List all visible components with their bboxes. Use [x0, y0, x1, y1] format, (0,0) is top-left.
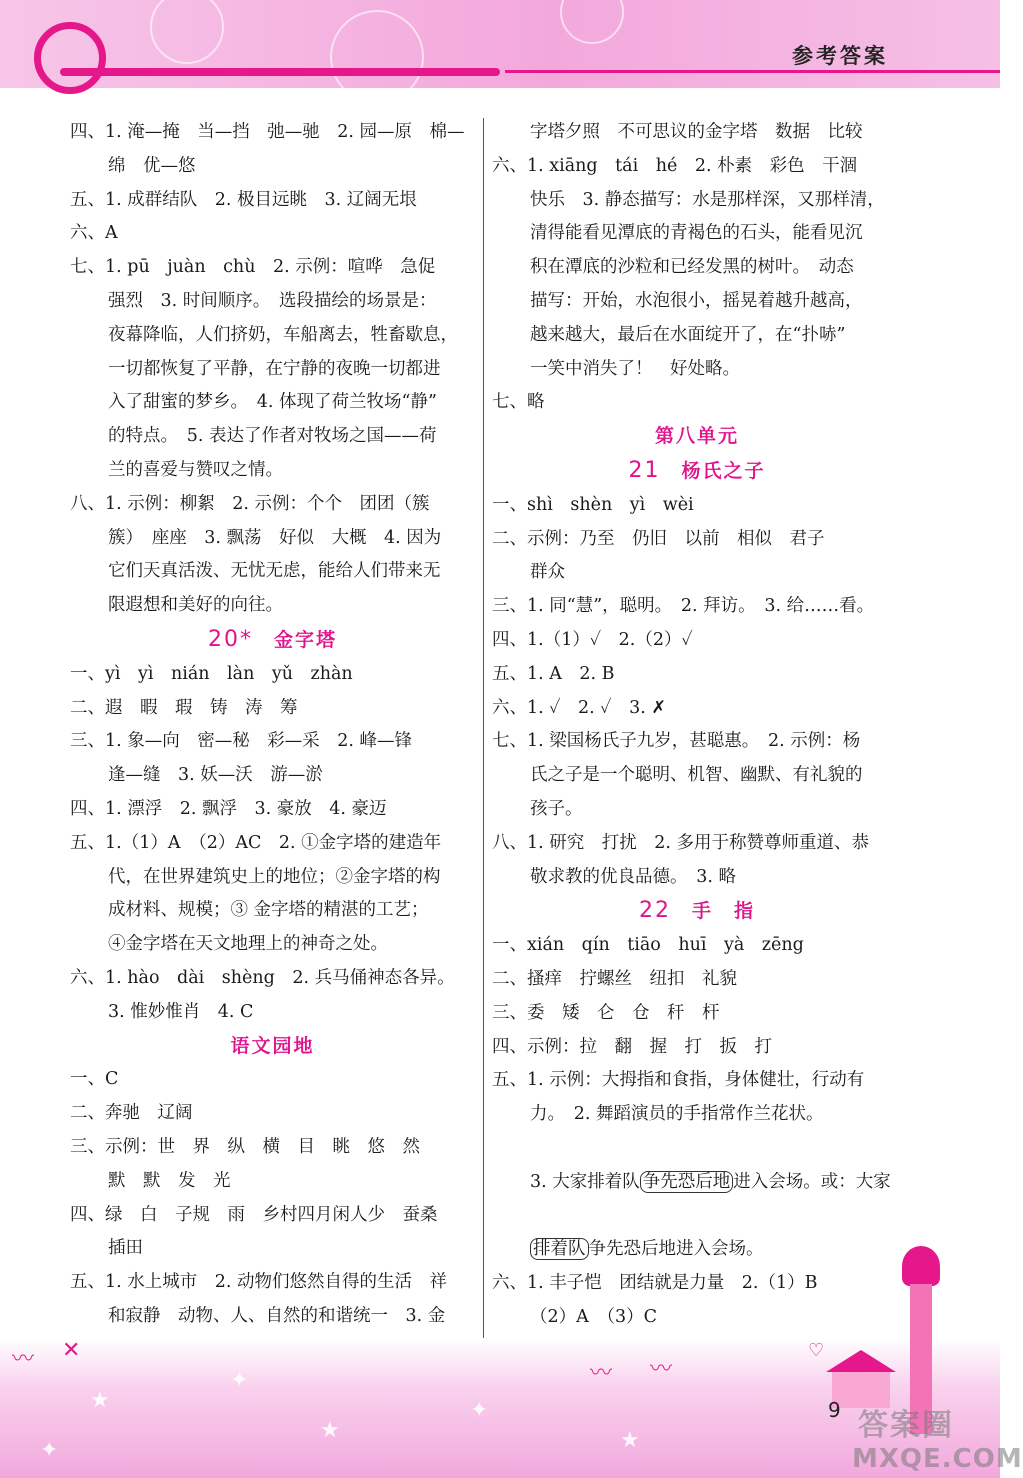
star-icon: ★ — [320, 1418, 340, 1443]
house-roof — [826, 1350, 896, 1372]
answer-line: 它们天真活泼、无忧无虑，能给人们带来无 — [108, 561, 441, 582]
answer-line: 一笑中消失了！ 好处略。 — [530, 358, 740, 379]
watermark-line1: 答案圈 — [858, 1408, 954, 1443]
answer-line: 五、1. 示例：大拇指和食指，身体健壮，行动有 — [492, 1070, 865, 1091]
answer-line: 氏之子是一个聪明、机智、幽默、有礼貌的 — [530, 765, 863, 786]
answer-line: 清得能看见潭底的青褐色的石头，能看见沉 — [530, 223, 863, 244]
answer-line: 簇） 座座 3. 飘荡 好似 大概 4. 因为 — [108, 527, 442, 548]
answer-line: 积在潭底的沙粒和已经发黑的树叶。 动态 — [530, 257, 854, 278]
section-heading — [492, 894, 902, 929]
answer-line: 快乐 3. 静态描写：水是那样深，又那样清， — [530, 189, 885, 210]
answer-line: 四、示例：拉 翻 握 打 扳 打 — [492, 1036, 772, 1057]
answer-line: 强烈 3. 时间顺序。 选段描绘的场景是： — [108, 290, 437, 311]
spacer — [492, 1132, 902, 1166]
marked-phrase: 争先恐后地 — [640, 1171, 734, 1193]
answer-line: 敬求教的优良品德。 3. 略 — [530, 866, 737, 887]
section-heading — [492, 454, 902, 489]
answer-line: 五、1.（1）A （2）AC 2. ①金字塔的建造年 — [70, 832, 442, 853]
answer-line: 字塔夕照 不可思议的金字塔 数据 比较 — [530, 122, 863, 142]
heart-icon: ♡ — [808, 1340, 825, 1361]
section-title: 语文园地 — [230, 1034, 315, 1057]
answer-line: 八、1. 研究 打扰 2. 多用于称赞尊师重道、恭 — [492, 832, 870, 853]
page-header — [0, 0, 1000, 88]
star-icon: ✦ — [470, 1398, 489, 1423]
answer-line: 插田 — [108, 1238, 143, 1259]
answer-line — [492, 1166, 902, 1200]
answer-line: 默 默 发 光 — [108, 1170, 231, 1191]
answer-line: ④金字塔在天文地理上的神奇之处。 — [108, 934, 388, 955]
answer-line: 一切都恢复了平静，在宁静的夜晚一切都进 — [108, 358, 441, 379]
answer-line: 六、1. 丰子恺 团结就是力量 2.（1）B — [492, 1273, 818, 1294]
answer-line: 六、1. xiāng tái hé 2. 朴素 彩色 干涸 — [492, 155, 858, 176]
answer-line: 七、1. 梁国杨氏子九岁，甚聪惠。 2. 示例：杨 — [492, 731, 861, 752]
answer-line: 四、1. 漂浮 2. 飘浮 3. 豪放 4. 豪迈 — [70, 798, 387, 819]
page-number: 9 — [828, 1398, 841, 1422]
section-title: 手 指 — [692, 900, 756, 923]
answer-line: （2）A （3）C — [530, 1306, 658, 1327]
bird-icon: 〰 — [12, 1347, 35, 1372]
watermark — [830, 1400, 1023, 1478]
tower-dome — [902, 1246, 940, 1286]
decor-bubble — [150, 0, 224, 64]
bird-icon: 〰 — [590, 1361, 613, 1386]
answer-line: 夜幕降临，人们挤奶，车船离去，牲畜歇息， — [108, 324, 458, 345]
answer-text: 争先恐后地进入会场。 — [588, 1239, 764, 1260]
answer-line: 五、1. 水上城市 2. 动物们悠然自得的生活 祥 — [70, 1272, 448, 1293]
star-icon: ✦ — [230, 1368, 249, 1393]
section-title: 第八单元 — [654, 425, 739, 448]
right-column — [492, 116, 902, 1335]
section-heading — [492, 420, 902, 454]
star-icon: ✦ — [40, 1438, 59, 1463]
answer-line: 七、1. pū juàn chù 2. 示例：喧哗 急促 — [70, 257, 436, 278]
header-rule — [505, 70, 1000, 73]
section-title: 杨氏之子 — [681, 459, 766, 482]
answer-line: 二、奔驰 辽阔 — [70, 1103, 193, 1124]
answer-line: 二、遐 暇 瑕 铸 涛 筹 — [70, 697, 298, 718]
answer-text: 进入会场。或：大家 — [733, 1171, 891, 1192]
header-stripe — [60, 68, 500, 76]
answer-line: 六、1. hào dài shèng 2. 兵马俑神态各异。 — [70, 967, 455, 988]
section-number: 21 — [628, 457, 661, 483]
answer-line: 五、1. A 2. B — [492, 663, 615, 684]
star-icon: ★ — [620, 1428, 640, 1453]
watermark-line2: MXQE.COM — [852, 1444, 1023, 1474]
answer-line: 越来越大，最后在水面绽开了，在“扑哧” — [530, 324, 846, 345]
answer-line: 兰的喜爱与赞叹之情。 — [108, 459, 283, 480]
answer-line: 三、委 矮 仑 仓 秆 杆 — [492, 1002, 720, 1023]
star-icon: ★ — [90, 1388, 110, 1413]
header-ring-ornament — [34, 22, 106, 94]
answer-line: 代，在世界建筑史上的地位；②金字塔的构 — [108, 866, 441, 887]
answer-line: 三、1. 象—向 密—秘 彩—采 2. 峰—锋 — [70, 731, 413, 752]
page-title: 参考答案 — [792, 43, 888, 68]
answer-line: 一、yì yì nián làn yǔ zhàn — [70, 663, 353, 684]
column-divider — [483, 118, 484, 1338]
answer-line: 一、shì shèn yì wèi — [492, 494, 694, 515]
answer-line: 四、绿 白 子规 雨 乡村四月闲人少 蚕桑 — [70, 1204, 438, 1225]
answer-line: 六、1. ✓ 2. ✓ 3. ✗ — [492, 697, 667, 718]
answer-line: 3. 惟妙惟肖 4. C — [108, 1001, 254, 1022]
answer-line: 八、1. 示例：柳絮 2. 示例：个个 团团（簇 — [70, 493, 430, 514]
answer-line: 描写：开始，水泡很小，摇晃着越升越高， — [530, 290, 863, 311]
answer-line: 的特点。 5. 表达了作者对牧场之国——荷 — [108, 426, 437, 447]
section-heading — [70, 623, 475, 658]
answer-line: 和寂静 动物、人、自然的和谐统一 3. 金 — [108, 1305, 446, 1326]
section-number: 20* — [207, 626, 253, 652]
answer-line: 成材料、规模；③ 金字塔的精湛的工艺； — [108, 900, 429, 921]
spacer — [492, 1200, 902, 1234]
decor-bubble — [560, 0, 624, 44]
answer-line: 力。 2. 舞蹈演员的手指常作兰花状。 — [530, 1104, 824, 1125]
answer-line: 三、1. 同“慧”，聪明。 2. 拜访。 3. 给……看。 — [492, 596, 875, 617]
answer-line: 三、示例：世 界 纵 横 目 眺 悠 然 — [70, 1136, 420, 1157]
bird-icon: 〰 — [650, 1357, 673, 1382]
section-number: 22 — [638, 898, 671, 924]
answer-line: 六、A — [70, 223, 118, 244]
answer-line: 一、C — [70, 1069, 119, 1090]
answer-line: 逢—缝 3. 妖—沃 游—淤 — [108, 765, 323, 786]
answer-line: 孩子。 — [530, 798, 583, 819]
section-heading — [70, 1030, 475, 1064]
answer-line: 七、略 — [492, 392, 545, 413]
answer-line: 五、1. 成群结队 2. 极目远眺 3. 辽阔无垠 — [70, 189, 417, 210]
answer-line — [492, 1233, 902, 1267]
answer-line: 一、xián qín tiāo huī yà zēng — [492, 935, 804, 956]
answer-text: 3. 大家排着队 — [530, 1171, 640, 1192]
left-column — [70, 116, 475, 1334]
answer-line: 群众 — [530, 562, 565, 583]
decor-bubble — [330, 10, 424, 104]
answer-line: 四、1. 淹—掩 当—挡 弛—驰 2. 园—原 棉— — [70, 122, 465, 142]
answer-line: 二、搔痒 拧螺丝 纽扣 礼貌 — [492, 968, 737, 989]
marked-phrase: 排着队 — [530, 1238, 589, 1260]
answer-line: 限遐想和美好的向往。 — [108, 595, 283, 616]
answer-line: 四、1.（1）✓ 2.（2）✓ — [492, 629, 693, 650]
bird-icon: ✕ — [62, 1338, 81, 1363]
answer-line: 二、示例：乃至 仍旧 以前 相似 君子 — [492, 528, 825, 549]
answer-line: 入了甜蜜的梦乡。 4. 体现了荷兰牧场“静” — [108, 392, 437, 413]
answer-line: 绵 优—悠 — [108, 155, 196, 176]
section-title: 金字塔 — [274, 628, 338, 651]
